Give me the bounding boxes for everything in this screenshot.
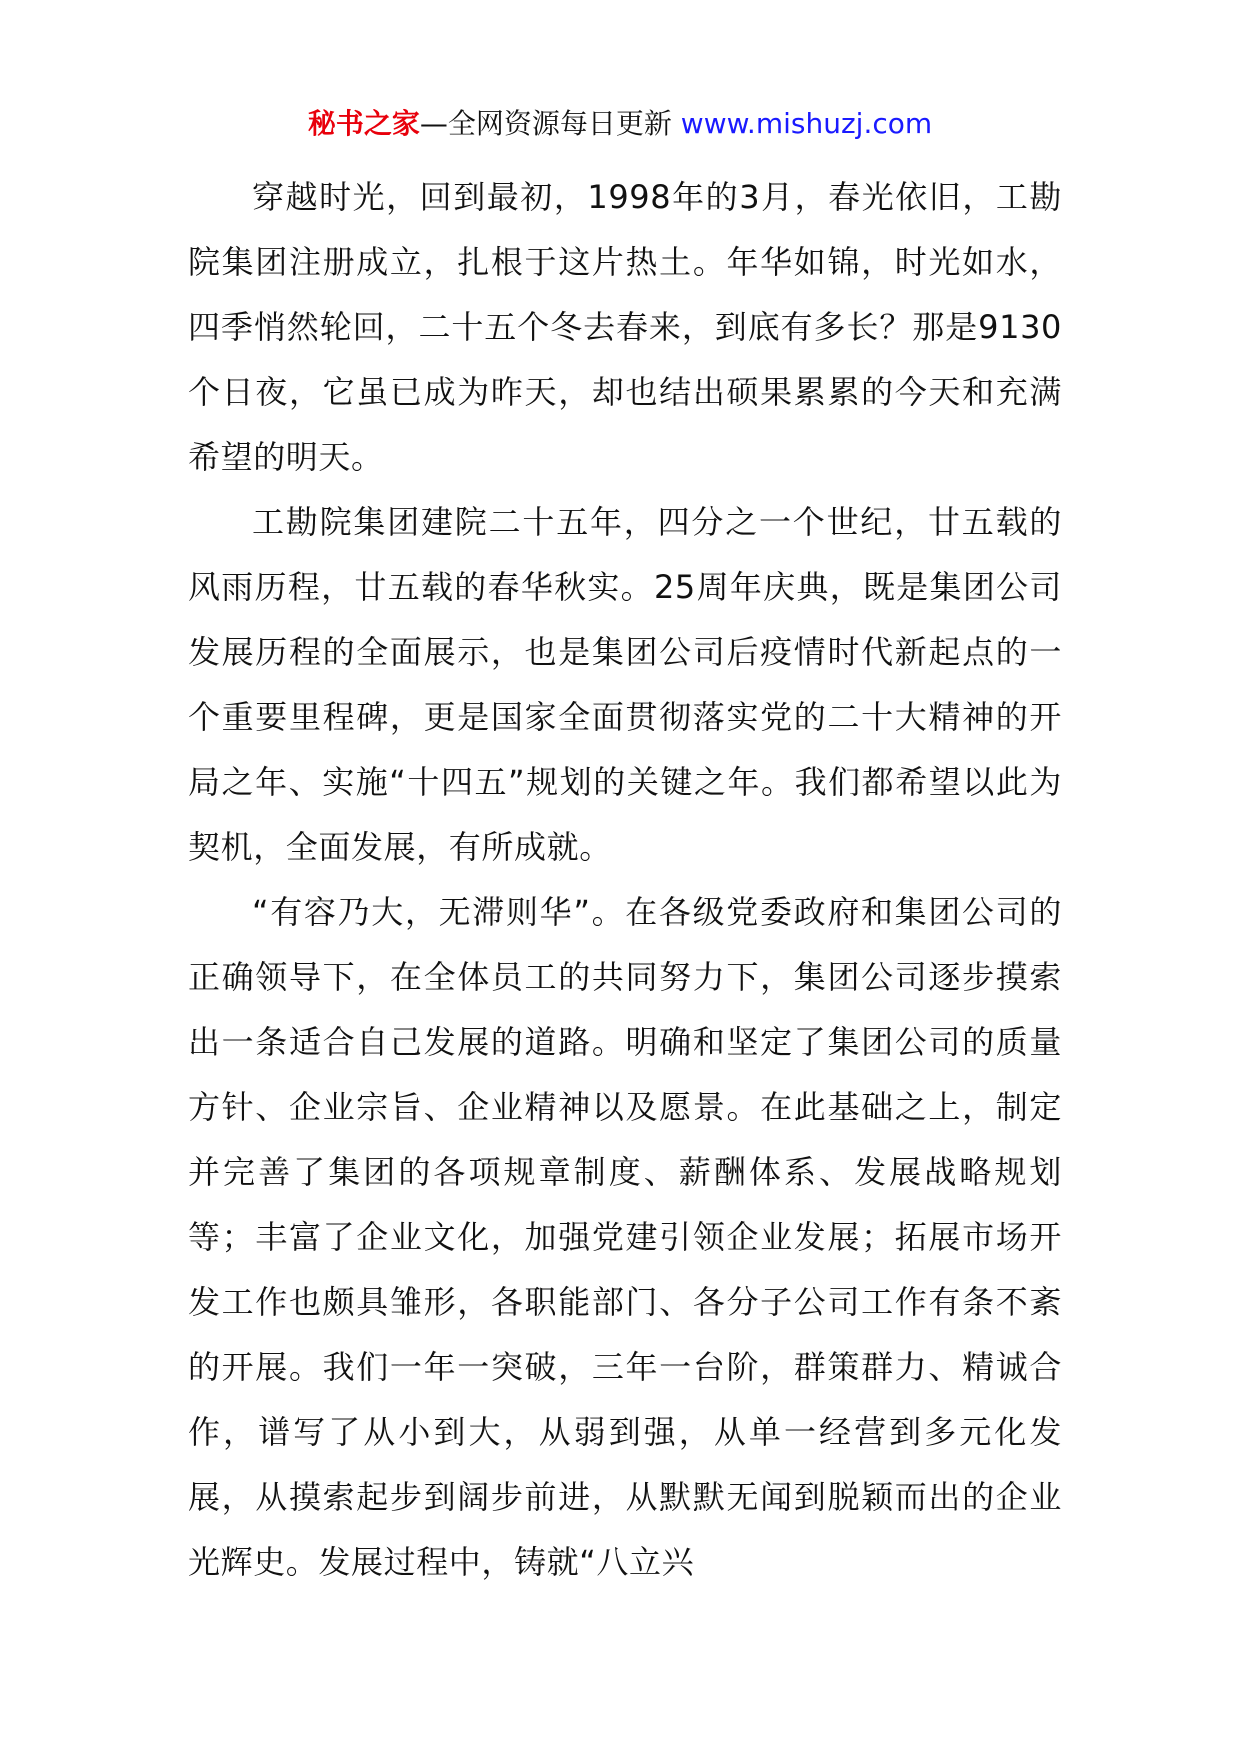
document-body [188, 165, 1062, 1595]
site-brand: 秘书之家 [307, 107, 420, 140]
paragraph: “有容乃大，无滞则华”。在各级党委政府和集团公司的正确领导下，在全体员工的共同努力下，集团公司逐步摸索出一条适合自己发展的道路。明确和坚定了集团公司的质量方针、企业宗旨、企业精神以及愿景。在此基础之上，制定并完善了集团的各项规章制度、薪酬体系、发展战略规划等；丰富了企业文化，加强党建引领企业发展；拓展市场开发工作也颇具雏形，各职能部门、各分子公司工作有条不紊的开展。我们一年一突破，三年一台阶，群策群力、精诚合作，谱写了从小到大，从弱到强，从单一经营到多元化发展，从摸索起步到阔步前进，从默默无闻到脱颖而出的企业光辉史。发展过程中，铸就“八立兴 [188, 893, 1062, 1581]
site-tagline: —全网资源每日更新 [419, 107, 672, 140]
site-header [0, 104, 1240, 144]
site-url-link[interactable]: www.mishuzj.com [680, 107, 933, 140]
paragraph: 工勘院集团建院二十五年，四分之一个世纪，廿五载的风雨历程，廿五载的春华秋实。25周年庆典，既是集团公司发展历程的全面展示，也是集团公司后疫情时代新起点的一个重要里程碑，更是国家全面贯彻落实党的二十大精神的开局之年、实施“十四五”规划的关键之年。我们都希望以此为契机，全面发展，有所成就。 [188, 503, 1062, 866]
paragraph: 穿越时光，回到最初，1998年的3月，春光依旧，工勘院集团注册成立，扎根于这片热土。年华如锦，时光如水，四季悄然轮回，二十五个冬去春来，到底有多长？那是9130个日夜，它虽已成为昨天，却也结出硕果累累的今天和充满希望的明天。 [188, 178, 1062, 476]
